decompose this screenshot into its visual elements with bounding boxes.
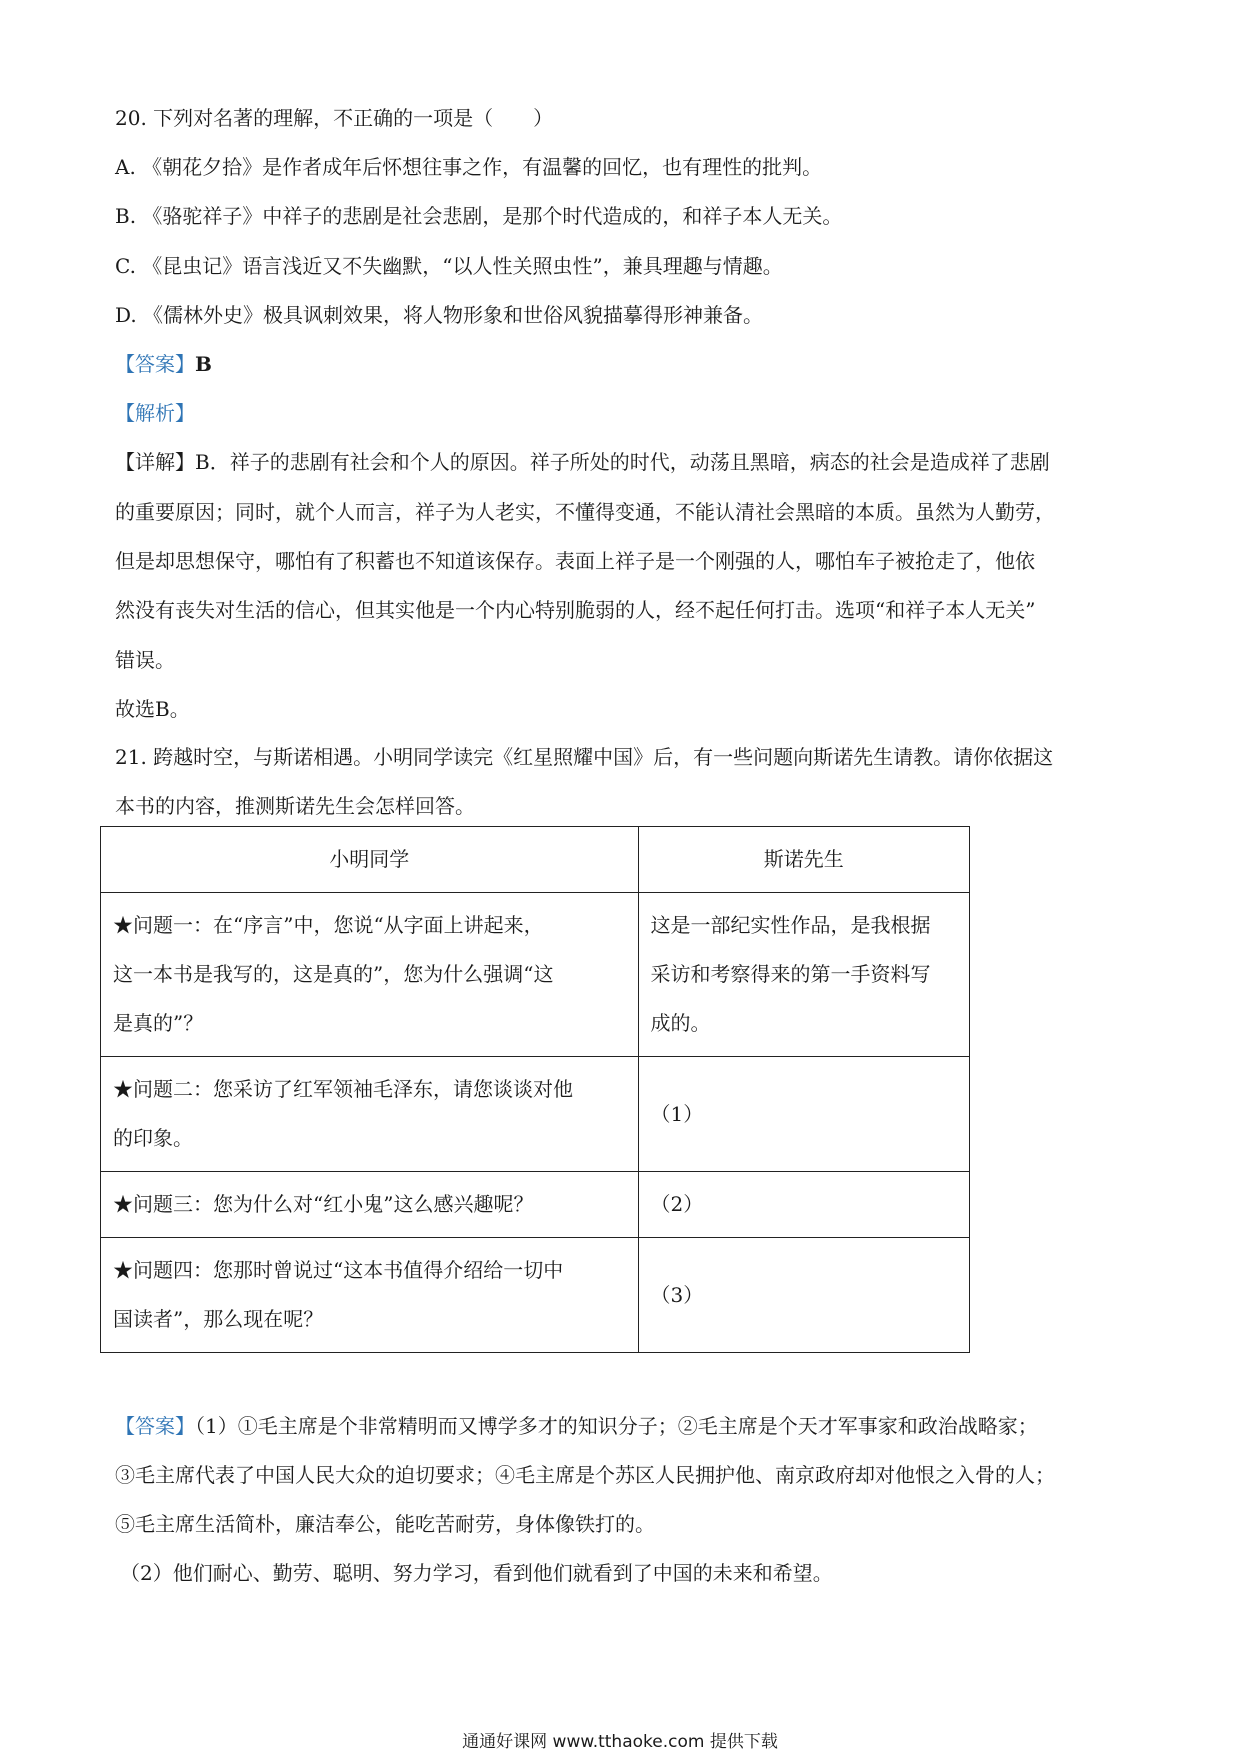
q20-answer xyxy=(115,349,212,379)
table-header: 斯诺先生 xyxy=(638,827,970,893)
answer-cell: （2） xyxy=(638,1172,970,1238)
q21-answer-line: ③毛主席代表了中国人民大众的迫切要求；④毛主席是个苏区人民拥护他、南京政府却对他恨之入骨的人； xyxy=(115,1463,1055,1487)
table-row xyxy=(101,1172,970,1238)
cell-line: 采访和考察得来的第一手资料写 xyxy=(650,962,931,986)
cell-line: 国读者”，那么现在呢？ xyxy=(113,1307,324,1331)
detail-line: 错误。 xyxy=(115,648,175,672)
option-c: C. 《昆虫记》语言浅近又不失幽默，“以人性关照虫性”，兼具理趣与情趣。 xyxy=(115,254,783,278)
q21-answer-line: （2）他们耐心、勤劳、聪明、努力学习，看到他们就看到了中国的未来和希望。 xyxy=(120,1561,833,1585)
question-cell: ★问题三：您为什么对“红小鬼”这么感兴趣呢？ xyxy=(101,1172,639,1238)
cell-line: 是真的”？ xyxy=(113,1011,204,1035)
option-b: B. 《骆驼祥子》中祥子的悲剧是社会悲剧，是那个时代造成的，和祥子本人无关。 xyxy=(115,204,843,228)
cell-line: ★问题四：您那时曾说过“这本书值得介绍给一切中 xyxy=(113,1258,564,1282)
cell-line: 成的。 xyxy=(650,1011,711,1035)
option-a: A. 《朝花夕拾》是作者成年后怀想往事之作，有温馨的回忆，也有理性的批判。 xyxy=(115,155,823,179)
question-20-stem: 20. 下列对名著的理解，不正确的一项是（ ） xyxy=(115,106,554,130)
conclusion: 故选B。 xyxy=(115,697,190,721)
detail-line: 但是却思想保守，哪怕有了积蓄也不知道该保存。表面上祥子是一个刚强的人，哪怕车子被抢走了，他依 xyxy=(115,549,1035,573)
answer-value: B xyxy=(195,352,212,376)
option-d: D. 《儒林外史》极具讽刺效果，将人物形象和世俗风貌描摹得形神兼备。 xyxy=(115,303,764,327)
table-row xyxy=(101,1238,970,1353)
answer-tag: 【答案】 xyxy=(115,352,195,376)
question-cell xyxy=(101,1238,639,1353)
cell-line: 这是一部纪实性作品，是我根据 xyxy=(650,913,931,937)
analysis-tag: 【解析】 xyxy=(115,401,195,425)
answer-cell xyxy=(638,893,970,1057)
answer-tag: 【答案】 xyxy=(115,1414,195,1438)
answer-cell: （1） xyxy=(638,1057,970,1172)
detail-line: 【详解】B．祥子的悲剧有社会和个人的原因。祥子所处的时代，动荡且黑暗，病态的社会是造成祥了悲剧 xyxy=(115,450,1050,474)
cell-line: 这一本书是我写的，这是真的”，您为什么强调“这 xyxy=(113,962,554,986)
table-row xyxy=(101,1057,970,1172)
detail-line: 的重要原因；同时，就个人而言，祥子为人老实，不懂得变通，不能认清社会黑暗的本质。虽然为人勤劳， xyxy=(115,500,1055,524)
footer-text: 通通好课网 www.tthaoke.com 提供下载 xyxy=(462,1732,778,1752)
detail-line: 然没有丧失对生活的信心，但其实他是一个内心特别脆弱的人，经不起任何打击。选项“和祥子本人无关” xyxy=(115,598,1036,622)
q21-answer-line: ⑤毛主席生活简朴，廉洁奉公，能吃苦耐劳，身体像铁打的。 xyxy=(115,1512,655,1536)
answer-cell: （3） xyxy=(638,1238,970,1353)
table-header-row xyxy=(101,827,970,893)
cell-line: ★问题一：在“序言”中，您说“从字面上讲起来， xyxy=(113,913,544,937)
cell-line: 的印象。 xyxy=(113,1126,193,1150)
question-21-stem: 本书的内容，推测斯诺先生会怎样回答。 xyxy=(115,794,475,818)
question-cell xyxy=(101,1057,639,1172)
question-cell xyxy=(101,893,639,1057)
qa-table xyxy=(100,826,970,1353)
question-21-stem: 21. 跨越时空，与斯诺相遇。小明同学读完《红星照耀中国》后，有一些问题向斯诺先生请教。请你依据这 xyxy=(115,745,1054,769)
table-header: 小明同学 xyxy=(101,827,639,893)
cell-line: ★问题二：您采访了红军领袖毛泽东，请您谈谈对他 xyxy=(113,1077,573,1101)
table-row xyxy=(101,893,970,1057)
q21-answer-line xyxy=(115,1411,1038,1441)
answer-text: （1）①毛主席是个非常精明而又博学多才的知识分子；②毛主席是个天才军事家和政治战略家； xyxy=(195,1414,1038,1438)
